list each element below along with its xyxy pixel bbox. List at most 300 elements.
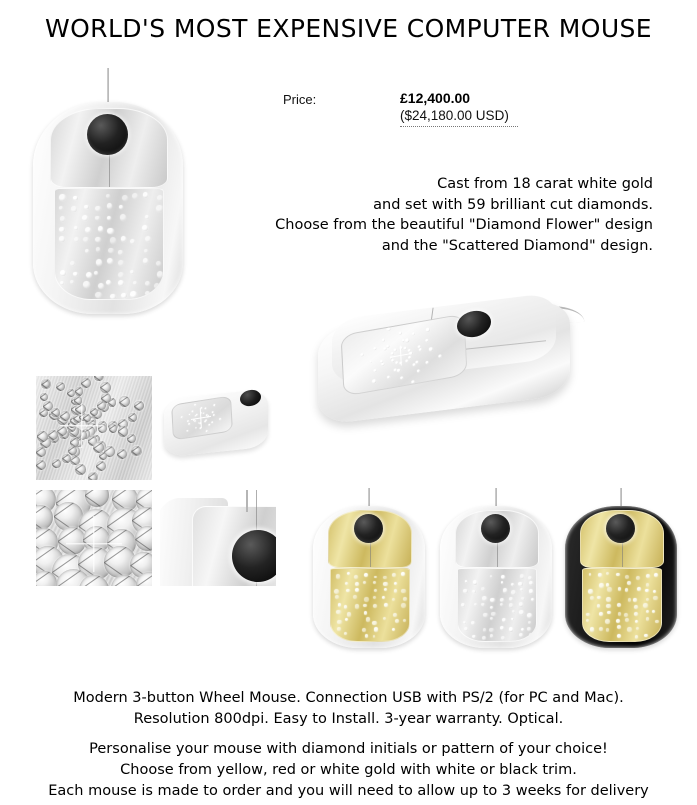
diamond-dot <box>355 604 360 609</box>
diamond-round-cut <box>37 431 48 442</box>
diamond-dot <box>482 636 486 640</box>
diamond-dot <box>119 205 123 209</box>
diamond-round-cut <box>36 447 46 457</box>
diamond-dot <box>646 598 649 601</box>
diamond-dot <box>95 206 100 211</box>
diamond-dot <box>509 597 513 601</box>
diamond-dot <box>463 589 468 594</box>
diamond-dot <box>643 603 648 608</box>
diamond-round-cut <box>81 378 91 388</box>
diamond-dot <box>107 228 113 234</box>
diamond-round-cut <box>74 396 83 405</box>
diamond-dot <box>636 627 639 630</box>
diamond-dot <box>616 573 620 577</box>
diamond-dot <box>627 627 631 631</box>
diamond-dot <box>412 380 415 384</box>
diamond-dot <box>417 370 420 373</box>
diamond-dot <box>637 587 641 591</box>
diamond-dot <box>463 621 466 624</box>
diamond-dot <box>383 576 386 579</box>
diamond-dot <box>400 361 403 365</box>
diamond-dot <box>646 617 649 620</box>
diamond-dot <box>395 619 399 623</box>
diamond-dot <box>145 215 149 219</box>
diamond-dot <box>654 573 658 577</box>
personalise-line-1: Personalise your mouse with diamond initials or pattern of your choice! <box>89 741 608 757</box>
price-gbp: £12,400.00 <box>400 90 471 106</box>
thumbnail-diamond-flower-closeup[interactable] <box>36 376 152 480</box>
diamond-dot <box>520 574 525 579</box>
diamond-dot <box>403 619 406 622</box>
diamond-round-cut <box>118 426 129 437</box>
description-line-3: Choose from the beautiful "Diamond Flower" design <box>275 217 653 233</box>
diamond-dot <box>607 611 611 615</box>
diamond-round-cut <box>56 382 65 391</box>
diamond-dot <box>438 354 442 358</box>
diamond-dot <box>625 575 629 579</box>
diamond-dot <box>511 590 516 595</box>
diamond-dot <box>142 225 148 231</box>
diamond-dot <box>413 363 416 367</box>
diamond-dot <box>144 249 148 253</box>
diamond-dot <box>59 236 64 241</box>
diamond-dot <box>521 597 524 600</box>
diamond-dot <box>483 628 486 631</box>
diamond-dot <box>416 360 419 363</box>
diamond-round-cut <box>101 393 111 403</box>
diamond-dot <box>122 195 128 201</box>
diamond-dot <box>337 627 341 631</box>
diamond-round-cut <box>109 424 118 433</box>
diamond-dot <box>107 258 113 264</box>
diamond-dot <box>86 272 92 278</box>
diamond-dot <box>634 612 638 616</box>
diamond-round-cut <box>42 380 50 388</box>
diamond-dot <box>391 352 394 355</box>
diamond-dot <box>347 612 352 617</box>
diamond-dot <box>59 227 64 232</box>
diamond-round-cut <box>83 414 91 422</box>
diamond-dot <box>384 588 387 591</box>
thumbnail-mouse-wheel-closeup[interactable] <box>160 490 276 586</box>
diamond-dot <box>635 620 638 623</box>
diamond-dot <box>206 414 208 416</box>
diamond-dot <box>501 636 505 640</box>
diamond-dot <box>519 633 523 637</box>
diamond-round-cut <box>100 382 111 393</box>
mouse-scroll-wheel <box>481 514 510 543</box>
diamond-dot <box>208 424 210 426</box>
diamond-dot <box>344 632 347 635</box>
diamond-dot <box>85 227 91 233</box>
diamond-dot <box>502 618 507 623</box>
diamond-dot <box>471 621 476 626</box>
diamond-dot <box>503 588 507 592</box>
diamond-dot <box>586 619 589 622</box>
diamond-dot <box>108 248 114 254</box>
diamond-dot <box>98 283 104 289</box>
diamond-dot <box>374 627 379 632</box>
diamond-dot <box>130 291 136 297</box>
diamond-dot <box>429 347 432 351</box>
diamond-dot <box>145 281 151 287</box>
diamond-dot <box>625 588 629 592</box>
diamond-dot <box>85 249 89 253</box>
diamond-dot <box>59 206 64 211</box>
diamond-dot <box>96 259 102 265</box>
diamond-dot <box>118 280 124 286</box>
diamond-dot <box>362 628 366 632</box>
mouse-cable <box>246 490 248 512</box>
diamond-dot <box>121 236 126 241</box>
price-label: Price: <box>283 92 317 107</box>
mouse-diamond-panel <box>582 568 662 642</box>
personalise-line-3: Each mouse is made to order and you will need to allow up to 3 weeks for delivery <box>48 783 649 799</box>
diamond-dot <box>598 573 601 576</box>
diamond-dot <box>188 423 190 425</box>
diamond-dot <box>363 604 366 607</box>
diamond-dot <box>617 603 621 607</box>
personalise-line-2: Choose from yellow, red or white gold with white or black trim. <box>120 762 577 778</box>
diamond-dot <box>83 237 89 243</box>
diamond-dot <box>646 574 650 578</box>
diamond-dot <box>95 292 101 298</box>
diamond-dot <box>490 617 493 620</box>
description-line-1: Cast from 18 carat white gold <box>437 176 653 192</box>
diamond-dot <box>646 610 650 614</box>
diamond-dot <box>384 603 388 607</box>
diamond-dot <box>527 627 531 631</box>
diamond-round-cut <box>75 387 83 395</box>
diamond-dot <box>73 272 78 277</box>
variant-white-gold-white-trim[interactable] <box>440 488 552 648</box>
diamond-dot <box>529 581 533 585</box>
diamond-dot <box>107 203 112 208</box>
diamond-dot <box>346 589 350 593</box>
diamond-dot <box>633 598 636 601</box>
diamond-dot <box>205 407 207 409</box>
diamond-dot <box>60 216 66 222</box>
diamond-dot <box>481 587 485 591</box>
diamond-dot <box>120 214 126 220</box>
diamond-dot <box>118 250 122 254</box>
diamond-dot <box>383 582 387 586</box>
diamond-dot <box>157 291 163 297</box>
diamond-round-cut <box>96 461 106 471</box>
diamond-dot <box>401 589 405 593</box>
diamond-dot <box>520 588 523 591</box>
diamond-dot <box>74 226 78 230</box>
diamond-dot <box>464 627 468 631</box>
diamond-dot <box>501 581 504 584</box>
diamond-round-cut <box>67 389 75 397</box>
diamond-dot <box>491 612 495 616</box>
diamond-dot <box>157 271 163 277</box>
diamond-dot <box>472 635 476 639</box>
diamond-dot <box>635 635 639 639</box>
diamond-dot <box>512 610 515 613</box>
diamond-dot <box>607 587 612 592</box>
diamond-dot <box>372 379 376 383</box>
diamond-dot <box>490 575 493 578</box>
diamond-dot <box>408 356 411 360</box>
diamond-dot <box>529 589 533 593</box>
diamond-dot <box>336 574 341 579</box>
diamond-dot <box>60 270 66 276</box>
diamond-dot <box>399 332 402 335</box>
description-line-4: and the "Scattered Diamond" design. <box>381 237 653 254</box>
diamond-dot <box>370 360 373 363</box>
diamond-dot <box>606 628 610 632</box>
diamond-dot <box>364 611 368 615</box>
diamond-dot <box>95 237 100 242</box>
diamond-dot <box>500 603 503 606</box>
diamond-dot <box>107 216 111 220</box>
diamond-dot <box>374 369 377 372</box>
diamond-round-cut <box>135 526 152 551</box>
mouse-scroll-wheel <box>87 114 128 155</box>
diamond-dot <box>529 633 533 637</box>
thumbnail-diamond-macro-closeup[interactable] <box>36 490 152 586</box>
diamond-dot <box>624 613 628 617</box>
diamond-dot <box>334 589 339 594</box>
diamond-dot <box>156 205 162 211</box>
diamond-dot <box>400 376 403 379</box>
diamond-dot <box>392 573 396 577</box>
diamond-dot <box>373 581 376 584</box>
hero-product-image <box>33 70 183 314</box>
diamond-dot <box>192 410 194 412</box>
diamond-dot <box>461 603 465 607</box>
diamond-dot <box>531 598 534 601</box>
diamond-dot <box>354 575 358 579</box>
variant-yellow-gold-white-trim[interactable] <box>313 488 425 648</box>
diamond-dot <box>425 338 429 342</box>
diamond-dot <box>587 635 590 638</box>
diamond-round-cut <box>75 404 85 414</box>
diamond-dot <box>403 597 407 601</box>
diamond-dot <box>645 589 648 592</box>
diamond-dot <box>605 619 610 624</box>
diamond-dot <box>366 617 370 621</box>
diamond-dot <box>82 215 88 221</box>
price-values <box>400 90 518 127</box>
diamond-dot <box>374 576 377 579</box>
diamond-dot <box>373 635 376 638</box>
diamond-dot <box>156 261 161 266</box>
diamond-dot <box>511 583 514 586</box>
diamond-dot <box>653 636 657 640</box>
diamond-dot <box>625 618 630 623</box>
diamond-dot <box>616 619 620 623</box>
diamond-dot <box>528 621 531 624</box>
diamond-dot <box>490 598 494 602</box>
diamond-dot <box>187 420 189 422</box>
specs-line-1: Modern 3-button Wheel Mouse. Connection USB with PS/2 (for PC and Mac). <box>73 690 624 706</box>
diamond-dot <box>646 583 650 587</box>
diamond-dot <box>59 194 65 200</box>
diamond-dot <box>473 580 478 585</box>
footer-specifications <box>0 688 697 730</box>
price-underline <box>400 126 518 127</box>
diamond-dot <box>628 598 632 602</box>
diamond-round-cut <box>60 411 70 421</box>
diamond-dot <box>426 328 430 332</box>
thumbnail-mouse-with-flower-design[interactable] <box>160 376 276 480</box>
diamond-dot <box>474 603 477 606</box>
diamond-dot <box>597 596 601 600</box>
diamond-dot <box>465 580 468 583</box>
diamond-dot <box>394 349 397 352</box>
diamond-dot <box>519 602 523 606</box>
diamond-dot <box>393 369 396 373</box>
diamond-dot <box>95 216 100 221</box>
diamond-dot <box>121 293 126 298</box>
diamond-round-cut <box>119 396 130 407</box>
diamond-round-cut <box>75 464 86 475</box>
diamond-round-cut <box>52 459 61 468</box>
mouse-scroll-wheel <box>232 530 276 582</box>
diamond-dot <box>481 603 484 606</box>
diamond-dot <box>355 582 359 586</box>
diamond-dot <box>644 634 647 637</box>
variant-yellow-gold-black-trim[interactable] <box>565 488 677 648</box>
diamond-dot <box>70 280 74 284</box>
diamond-dot <box>599 583 604 588</box>
diamond-dot <box>110 237 116 243</box>
diamond-dot <box>599 627 603 631</box>
diamond-dot <box>599 612 603 616</box>
diamond-dot <box>419 348 422 352</box>
diamond-dot <box>118 272 124 278</box>
diamond-dot <box>59 293 65 299</box>
diamond-round-cut <box>117 449 127 459</box>
diamond-dot <box>96 247 100 251</box>
diamond-dot <box>394 582 397 585</box>
diamond-round-cut <box>99 452 107 460</box>
diamond-dot <box>509 627 514 632</box>
diamond-dot <box>490 634 494 638</box>
diamond-dot <box>409 351 413 355</box>
page-title: WORLD'S MOST EXPENSIVE COMPUTER MOUSE <box>44 14 653 43</box>
diamond-dot <box>509 603 514 608</box>
diamond-dot <box>201 407 203 409</box>
diamond-dot <box>653 596 657 600</box>
diamond-dot <box>401 572 405 576</box>
diamond-dot <box>617 634 621 638</box>
diamond-dot <box>353 595 357 599</box>
diamond-dot <box>337 620 342 625</box>
diamond-dot <box>200 422 202 425</box>
diamond-dot <box>364 597 369 602</box>
diamond-dot <box>196 414 198 416</box>
diamond-dot <box>372 621 376 625</box>
diamond-dot <box>374 589 377 592</box>
diamond-dot <box>652 610 655 613</box>
diamond-dot <box>373 604 377 608</box>
mouse-diamond-panel <box>54 188 164 300</box>
diamond-dot <box>482 596 487 601</box>
diamond-dot <box>490 606 494 610</box>
diamond-dot <box>386 345 389 348</box>
diamond-dot <box>489 628 494 633</box>
diamond-dot <box>211 421 213 423</box>
diamond-dot <box>606 572 609 575</box>
diamond-dot <box>380 360 383 363</box>
diamond-dot <box>157 195 163 201</box>
diamond-dot <box>405 339 409 343</box>
diamond-dot <box>73 196 77 200</box>
mouse-cable <box>107 68 109 104</box>
diamond-dot <box>145 236 151 242</box>
diamond-dot <box>143 192 149 198</box>
footer-personalisation <box>0 739 697 802</box>
diamond-dot <box>586 613 589 616</box>
diamond-dot <box>590 627 595 632</box>
diamond-dot <box>618 587 621 590</box>
diamond-dot <box>606 597 611 602</box>
diamond-dot <box>382 338 385 341</box>
diamond-dot <box>395 361 399 365</box>
diamond-dot <box>397 369 400 373</box>
diamond-round-cut <box>36 505 53 530</box>
diamond-dot <box>412 332 416 336</box>
diamond-dot <box>501 575 505 579</box>
diamond-dot <box>606 604 610 608</box>
diamond-dot <box>143 258 149 264</box>
diamond-dot <box>347 572 350 575</box>
diamond-dot <box>60 281 64 285</box>
diamond-dot <box>83 281 89 287</box>
diamond-dot <box>519 610 523 614</box>
diamond-dot <box>387 327 390 331</box>
diamond-round-cut <box>128 413 136 421</box>
diamond-round-cut <box>40 393 48 401</box>
diamond-dot <box>213 414 215 416</box>
diamond-dot <box>399 346 402 349</box>
diamond-dot <box>500 598 504 602</box>
diamond-round-cut <box>36 460 46 470</box>
diamond-dot <box>588 589 592 593</box>
diamond-dot <box>392 598 395 601</box>
diamond-dot <box>627 581 631 585</box>
diamond-dot <box>345 582 348 585</box>
diamond-dot <box>527 613 532 618</box>
diamond-dot <box>387 376 390 379</box>
price-usd: ($24,180.00 USD) <box>400 108 509 123</box>
diamond-dot <box>118 260 124 266</box>
diamond-dot <box>130 270 134 274</box>
diamond-dot <box>74 237 80 243</box>
diamond-dot <box>204 420 206 422</box>
diamond-dot <box>363 581 366 584</box>
diamond-dot <box>195 427 197 429</box>
diamond-dot <box>589 573 592 576</box>
diamond-dot <box>590 596 594 600</box>
diamond-dot <box>344 605 347 608</box>
diamond-dot <box>335 595 339 599</box>
diamond-dot <box>360 353 363 357</box>
diamond-dot <box>189 413 191 415</box>
diamond-dot <box>202 412 204 414</box>
description-line-2: and set with 59 brilliant cut diamonds. <box>373 196 653 213</box>
diamond-dot <box>472 590 476 594</box>
diamond-dot <box>199 427 201 429</box>
diamond-dot <box>483 613 487 617</box>
diamond-dot <box>404 347 407 350</box>
diamond-dot <box>383 348 386 351</box>
diamond-dot <box>518 582 522 586</box>
